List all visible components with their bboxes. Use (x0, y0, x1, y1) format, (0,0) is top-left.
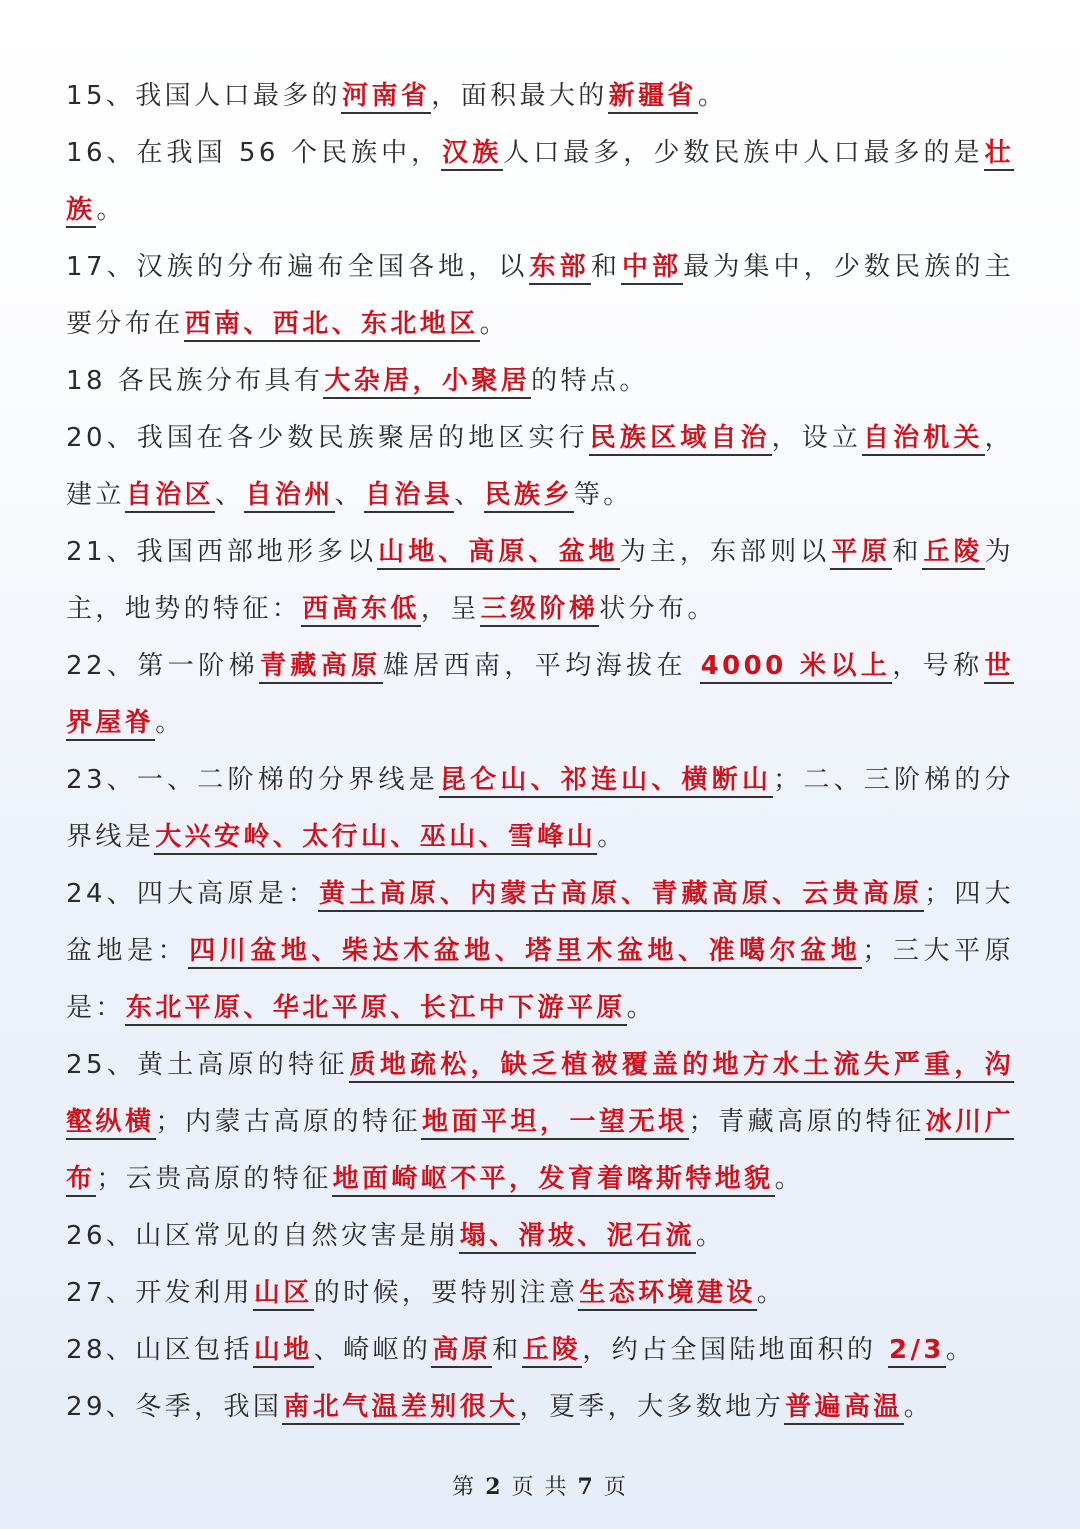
question-text: 26、山区常见的自然灾害是崩 (66, 1221, 459, 1251)
answer-text: 南北气温差别很大 (282, 1392, 519, 1425)
question-text: 。 (756, 1278, 787, 1308)
question-text: ；四大盆地是： (66, 879, 1014, 966)
question-item (66, 752, 1014, 866)
answer-text: 东北平原、华北平原、长江中下游平原 (125, 993, 627, 1026)
question-text: ；云贵高原的特征 (96, 1164, 332, 1194)
question-text: ，夏季，大多数地方 (519, 1392, 785, 1422)
answer-text: 昆仑山、祁连山、横断山 (439, 765, 773, 798)
question-text: 25、黄土高原的特征 (66, 1050, 349, 1080)
question-item (66, 353, 1014, 410)
question-item (66, 68, 1014, 125)
question-text: 状分布。 (599, 594, 717, 624)
question-text: 27、开发利用 (66, 1278, 253, 1308)
question-text: 。 (155, 708, 185, 738)
question-text: 20、我国在各少数民族聚居的地区实行 (66, 423, 589, 453)
answer-text: 四川盆地、柴达木盆地、塔里木盆地、准噶尔盆地 (188, 936, 862, 969)
question-text: ，号称 (892, 651, 984, 681)
answer-text: 山地、高原、盆地 (377, 537, 620, 570)
answer-text: 汉族 (441, 138, 503, 171)
question-text: ，面积最大的 (431, 81, 608, 111)
question-item (66, 125, 1014, 239)
footer-prefix: 第 (452, 1475, 477, 1500)
question-text: ，约占全国陆地面积的 (582, 1335, 889, 1365)
question-text: 最为集中，少数民族的主要分布在 (66, 252, 1014, 339)
answer-text: 地面崎岖不平，发育着喀斯特地貌 (332, 1164, 775, 1197)
answer-text: 西南、西北、东北地区 (184, 309, 480, 342)
question-text: 。 (697, 81, 728, 111)
answer-text: 三级阶梯 (480, 594, 600, 627)
answer-text: 东部 (529, 252, 591, 285)
question-text: 雄居西南，平均海拔在 (382, 651, 700, 681)
question-text: 和 (892, 537, 923, 567)
answer-text: 冰川广布 (66, 1107, 1014, 1197)
question-item (66, 410, 1014, 524)
answer-text: 平原 (830, 537, 892, 570)
current-page-number: 2 (485, 1474, 503, 1500)
question-text: 15、我国人口最多的 (66, 81, 342, 111)
question-text: ；三大平原是： (66, 936, 1014, 1023)
question-item (66, 239, 1014, 353)
question-text: 的特点。 (531, 366, 649, 396)
question-text: 为主，地势的特征： (66, 537, 1014, 624)
question-text: 。 (626, 993, 657, 1023)
question-text: ，设立 (771, 423, 863, 453)
page-footer (0, 1470, 1080, 1501)
question-text: 。 (903, 1392, 934, 1422)
answer-text: 新疆省 (608, 81, 698, 114)
answer-text: 丘陵 (922, 537, 984, 570)
answer-text: 塌、滑坡、泥石流 (459, 1221, 696, 1254)
question-text: 等。 (573, 480, 633, 510)
question-text: 为主，东部则以 (619, 537, 831, 567)
answer-text: 西高东低 (301, 594, 421, 627)
answer-text: 中部 (621, 252, 683, 285)
answer-text: 质地疏松，缺乏植被覆盖的地方水土流失严重，沟壑纵横 (66, 1050, 1014, 1140)
answer-text: 黄土高原、内蒙古高原、青藏高原、云贵高原 (318, 879, 924, 912)
answer-text: 丘陵 (522, 1335, 583, 1368)
question-text: 28、山区包括 (66, 1335, 253, 1365)
answer-text: 4000 米以上 (700, 651, 893, 684)
question-text: 。 (479, 309, 510, 339)
answer-text: 河南省 (341, 81, 431, 114)
answer-text: 世界屋脊 (66, 651, 1014, 741)
question-text: 。 (597, 822, 627, 852)
question-item (66, 866, 1014, 1037)
answer-text: 自治县 (364, 480, 454, 513)
answer-text: 自治州 (244, 480, 334, 513)
footer-middle: 页 共 (511, 1475, 569, 1500)
answer-text: 2/3 (888, 1335, 946, 1368)
answer-text: 民族区域自治 (589, 423, 772, 456)
question-item (66, 524, 1014, 638)
question-text: 22、第一阶梯 (66, 651, 260, 681)
question-text: 和 (590, 252, 621, 282)
question-text: 18 各民族分布具有 (66, 366, 324, 396)
question-text: ，呈 (420, 594, 480, 624)
question-item (66, 1265, 1014, 1322)
question-text: 。 (96, 195, 126, 225)
answer-text: 民族乡 (484, 480, 574, 513)
question-text: 21、我国西部地形多以 (66, 537, 378, 567)
answer-text: 自治区 (125, 480, 215, 513)
question-text: 、 (215, 480, 245, 510)
question-text: ；内蒙古高原的特征 (155, 1107, 422, 1137)
footer-suffix: 页 (603, 1475, 628, 1500)
answer-text: 普遍高温 (784, 1392, 904, 1425)
question-text: 、崎岖的 (313, 1335, 432, 1365)
question-item (66, 1208, 1014, 1265)
question-text: 23、一、二阶梯的分界线是 (66, 765, 439, 795)
question-text: 。 (695, 1221, 726, 1251)
answer-text: 高原 (431, 1335, 492, 1368)
question-text: 24、四大高原是： (66, 879, 319, 909)
answer-text: 青藏高原 (259, 651, 383, 684)
question-text: 29、冬季，我国 (66, 1392, 283, 1422)
question-item (66, 1379, 1014, 1436)
question-item (66, 1037, 1014, 1208)
question-text: 。 (945, 1335, 976, 1365)
question-text: ；二、三阶梯的分界线是 (66, 765, 1014, 852)
answer-text: 大杂居，小聚居 (323, 366, 531, 399)
answer-text: 山区 (253, 1278, 314, 1311)
question-text: ，建立 (66, 423, 1014, 510)
question-text: 。 (774, 1164, 805, 1194)
answer-text: 自治机关 (862, 423, 985, 456)
question-text: ；青藏高原的特征 (688, 1107, 925, 1137)
answer-text: 山地 (253, 1335, 314, 1368)
answer-text: 地面平坦，一望无垠 (421, 1107, 689, 1140)
question-text: 、 (454, 480, 484, 510)
question-text: 和 (492, 1335, 522, 1365)
answer-text: 大兴安岭、太行山、巫山、雪峰山 (154, 822, 597, 855)
answer-text: 生态环境建设 (578, 1278, 756, 1311)
question-text: 、 (334, 480, 365, 510)
question-item (66, 638, 1014, 752)
question-text: 的时候，要特别注意 (313, 1278, 579, 1308)
answer-text: 壮族 (66, 138, 1014, 228)
question-text: 16、在我国 56 个民族中， (66, 138, 442, 168)
total-page-number: 7 (577, 1474, 595, 1500)
document-body (66, 68, 1014, 1436)
question-text: 17、汉族的分布遍布全国各地，以 (66, 252, 529, 282)
question-item (66, 1322, 1014, 1379)
question-text: 人口最多，少数民族中人口最多的是 (503, 138, 984, 168)
